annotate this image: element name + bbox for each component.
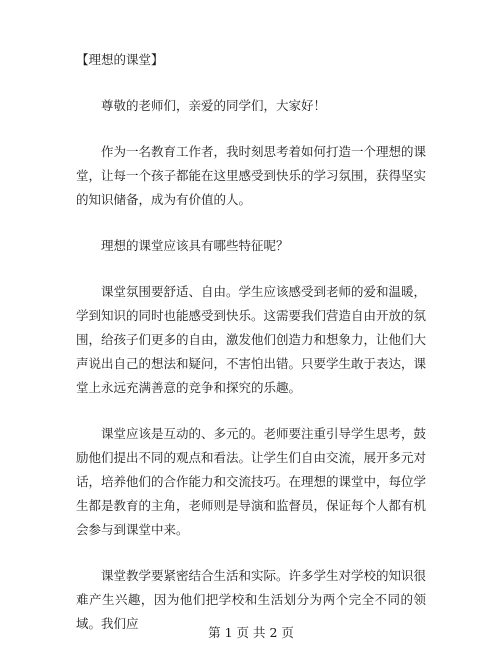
document-title: 【理想的课堂】 — [76, 52, 164, 67]
intro-paragraph: 作为一名教育工作者，我时刻思考着如何打造一个理想的课堂，让每一个孩子都能在这里感受到快乐的学习氛围，获得坚实的知识储备，成为有价值的人。 — [76, 144, 427, 207]
greeting-paragraph: 尊敬的老师们，亲爱的同学们，大家好！ — [101, 98, 327, 113]
question-paragraph: 理想的课堂应该具有哪些特征呢？ — [101, 238, 289, 253]
atmosphere-paragraph: 课堂氛围要舒适、自由。学生应该感受到老师的爱和温暖，学到知识的同时也能感受到快乐。这需要我们营造自由开放的氛围，给孩子们更多的自由，激发他们创造力和想象力，让他们大声说出自己的想法和疑问，不害怕出错。只要学生敢于表达，课堂上永远充满善意的竞争和探究的乐趣。 — [76, 284, 427, 395]
page-number-footer: 第 1 页 共 2 页 — [208, 625, 294, 640]
interaction-paragraph: 课堂应该是互动的、多元的。老师要注重引导学生思考，鼓励他们提出不同的观点和看法。让学生们自由交流，展开多元对话，培养他们的合作能力和交流技巧。在理想的课堂中，每位学生都是教育的主角，老师则是导演和监督员，保证每个人都有机会参与到课堂中来。 — [76, 426, 427, 537]
life-connection-paragraph: 课堂教学要紧密结合生活和实际。许多学生对学校的知识很难产生兴趣，因为他们把学校和生活划分为两个完全不同的领域。我们应 — [76, 568, 427, 631]
document-body — [76, 48, 426, 658]
